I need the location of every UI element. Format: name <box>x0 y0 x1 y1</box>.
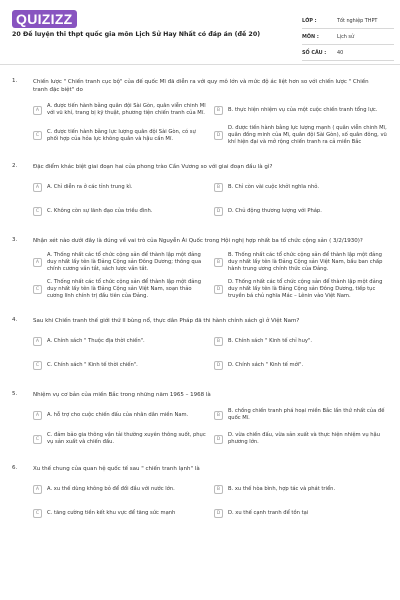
option-text: D. được tiến hành bằng lực lượng mạnh ( quân viễn chinh Mĩ, quân đồng minh của Mĩ, quân đội Sài Gòn), số quân đông, vũ khí hiện đại và mở rộng chiến tranh ra cả miền Bắc <box>228 125 387 145</box>
option-text: D. Chủ động thương lượng với Pháp. <box>228 207 322 214</box>
meta-label: LỚP : <box>302 17 317 24</box>
option-letter-box: B <box>214 106 223 115</box>
meta-row-class <box>302 13 394 29</box>
option-text: D. vừa chiến đấu, vừa sản xuất và thực hiện nhiệm vụ hậu phương lớn. <box>228 432 381 445</box>
option-letter-box: D <box>214 285 223 294</box>
option-text: D. Chính sách " Kinh tế mới". <box>228 361 304 368</box>
option-text: A. Chính sách " Thuộc địa thời chiến". <box>47 337 145 344</box>
meta-value: Tốt nghiệp THPT <box>337 17 378 24</box>
meta-value: 40 <box>337 49 344 56</box>
option-letter-box: B <box>214 411 223 420</box>
option-text: B. chống chiến tranh phá hoại miền Bắc lần thứ nhất của đế quốc Mĩ. <box>228 408 385 421</box>
option-letter-box: C <box>33 435 42 444</box>
question-number: 6. <box>12 465 18 471</box>
question-item <box>0 391 400 448</box>
option-letter-box: A <box>33 411 42 420</box>
option-letter-box: A <box>33 337 42 346</box>
meta-table <box>302 13 394 61</box>
option-text: B. Chính sách " Kinh tế chỉ huy". <box>228 337 312 344</box>
options-grid <box>33 406 385 448</box>
options-grid <box>33 101 387 146</box>
option-text: A. xu thế dùng không bỏ để đối đầu với nước lớn. <box>47 485 175 492</box>
option-text: B. xu thế hòa bình, hợp tác và phát triển. <box>228 485 336 492</box>
option-letter-box: B <box>214 485 223 494</box>
option-text: C. Không còn sự lãnh đạo của triều đình. <box>47 207 153 214</box>
option-text: C. đảm bảo gia thông vận tải thường xuyên thông suốt, phục vụ sản xuất và chiến đấu. <box>47 432 206 445</box>
option-text: A. được tiến hành bằng quân đội Sài Gòn, quân viễn chinh Mĩ với vũ khí, trang bị kỹ thuật, phương tiện chiến tranh của Mĩ. <box>47 103 206 116</box>
option-letter-box: C <box>33 509 42 518</box>
option-text: A. hỗ trợ cho cuộc chiến đấu của nhân dân miền Nam. <box>47 411 189 418</box>
option-letter-box: C <box>33 131 42 140</box>
option-letter-box: C <box>33 361 42 370</box>
option-letter-box: D <box>214 435 223 444</box>
answer-option-d[interactable] <box>214 125 387 146</box>
option-letter-box: A <box>33 258 42 267</box>
answer-option-a[interactable] <box>33 406 206 424</box>
meta-value: Lịch sử <box>337 33 355 40</box>
option-text: C. Thống nhất các tổ chức cộng sản để thành lập một đảng duy nhất lấy tên là Đảng Cộng sản Việt Nam, soạn thảo cương lĩnh chính trị đầu tiên của Đảng. <box>47 279 201 299</box>
question-text: Nhiệm vụ cơ bản của miền Bắc trong những năm 1965 – 1968 là <box>33 392 211 398</box>
option-text: C. Chính sách " Kinh tế thời chiến". <box>47 361 138 368</box>
answer-option-b[interactable] <box>214 252 387 273</box>
answer-option-c[interactable] <box>33 202 206 220</box>
question-text: Nhận xét nào dưới đây là đúng về vai trò của Nguyễn Ái Quốc trong Hội nghị hợp nhất ba tổ chức cộng sản ( 3/2/1930)? <box>33 238 363 244</box>
answer-option-c[interactable] <box>33 430 206 448</box>
answer-option-b[interactable] <box>214 406 387 424</box>
answer-option-c[interactable] <box>33 504 206 522</box>
question-list <box>0 78 400 539</box>
question-text: Chiến lược " Chiến tranh cục bộ" của đế quốc Mĩ đã diễn ra với quy mô lớn và mức độ ác liệt hơn so với chiến lược " Chiến tranh đặc biệt" do <box>33 79 369 93</box>
option-text: D. xu thế cạnh tranh để tồn tại <box>228 509 309 516</box>
option-text: C. được tiến hành bằng lực lượng quân đội Sài Gòn, có sự phối hợp của hỏa lực không quân và hậu cần Mĩ. <box>47 128 196 142</box>
answer-option-d[interactable] <box>214 504 387 522</box>
options-grid <box>33 332 380 374</box>
worksheet-header <box>0 0 400 62</box>
quizizz-logo: QUIZIZZ <box>12 10 77 28</box>
header-divider <box>0 64 400 65</box>
options-grid <box>33 252 383 300</box>
options-grid <box>33 178 380 220</box>
answer-option-a[interactable] <box>33 332 206 350</box>
answer-option-d[interactable] <box>214 202 387 220</box>
option-letter-box: D <box>214 361 223 370</box>
option-text: B. thực hiện nhiệm vụ của một cuộc chiến tranh tổng lực. <box>228 106 378 113</box>
question-text: Xu thế chung của quan hệ quốc tế sau " chiến tranh lạnh" là <box>33 466 200 472</box>
answer-option-b[interactable] <box>214 178 387 196</box>
option-letter-box: C <box>33 207 42 216</box>
option-letter-box: B <box>214 337 223 346</box>
meta-label: SỐ CÂU : <box>302 49 327 56</box>
options-grid <box>33 480 380 522</box>
question-item <box>0 163 400 220</box>
meta-row-subject <box>302 29 394 45</box>
option-text: B. Chỉ còn vài cuộc khởi nghĩa nhỏ. <box>228 183 320 190</box>
question-item <box>0 465 400 522</box>
option-text: A. Thống nhất các tổ chức cộng sản để thành lập một đảng duy nhất lấy tên là Đảng Cộng sản Đông Dương; thông qua chính cương vắn tắt, sách lược vắn tắt. <box>47 252 202 272</box>
answer-option-d[interactable] <box>214 430 387 448</box>
question-item <box>0 78 400 146</box>
option-text: B. Thống nhất các tổ chức cộng sản để thành lập một đảng duy nhất lấy tên là Đảng Cộng sản Việt Nam, bầu ban chấp hành trung ương chính thức của Đảng. <box>228 252 383 272</box>
option-letter-box: D <box>214 207 223 216</box>
question-text: Đặc điểm khác biệt giai đoạn hai của phong trào Cần Vương so với giai đoạn đầu là gì? <box>33 164 273 170</box>
answer-option-a[interactable] <box>33 101 206 119</box>
question-number: 2. <box>12 163 18 169</box>
option-letter-box: B <box>214 183 223 192</box>
question-number: 1. <box>12 78 18 84</box>
answer-option-d[interactable] <box>214 356 387 374</box>
document-title: 20 Đề luyện thi thpt quốc gia môn Lịch Sử Hay Nhất có đáp án (đề 20) <box>12 31 261 38</box>
answer-option-c[interactable] <box>33 125 206 146</box>
option-letter-box: C <box>33 285 42 294</box>
question-text: Sau khi Chiến tranh thế giới thứ II bùng nổ, thực dân Pháp đã thi hành chính sách gì ở Việt Nam? <box>33 318 300 324</box>
option-text: A. Chỉ diễn ra ở các tỉnh trung kì. <box>47 183 133 190</box>
answer-option-c[interactable] <box>33 279 206 300</box>
answer-option-b[interactable] <box>214 101 387 119</box>
option-text: C. tăng cường tiền kết khu vực để tăng sức mạnh <box>47 509 176 516</box>
question-item <box>0 317 400 374</box>
answer-option-a[interactable] <box>33 252 206 273</box>
option-letter-box: D <box>214 509 223 518</box>
option-letter-box: A <box>33 183 42 192</box>
question-number: 4. <box>12 317 18 323</box>
option-letter-box: A <box>33 106 42 115</box>
option-letter-box: B <box>214 258 223 267</box>
meta-label: MÔN : <box>302 33 319 40</box>
answer-option-b[interactable] <box>214 480 387 498</box>
answer-option-a[interactable] <box>33 480 206 498</box>
question-number: 5. <box>12 391 18 397</box>
answer-option-a[interactable] <box>33 178 206 196</box>
question-item <box>0 237 400 300</box>
answer-option-d[interactable] <box>214 279 387 300</box>
question-number: 3. <box>12 237 18 243</box>
option-letter-box: A <box>33 485 42 494</box>
answer-option-b[interactable] <box>214 332 387 350</box>
meta-row-count <box>302 45 394 61</box>
option-text: D. Thống nhất các tổ chức cộng sản để thành lập một đảng duy nhất lấy tên là Đảng Cộng sản Đông Dương, tiếp tục truyền bá chủ nghĩa Mác – Lênin vào Việt Nam. <box>228 279 383 299</box>
answer-option-c[interactable] <box>33 356 206 374</box>
option-letter-box: D <box>214 131 223 140</box>
